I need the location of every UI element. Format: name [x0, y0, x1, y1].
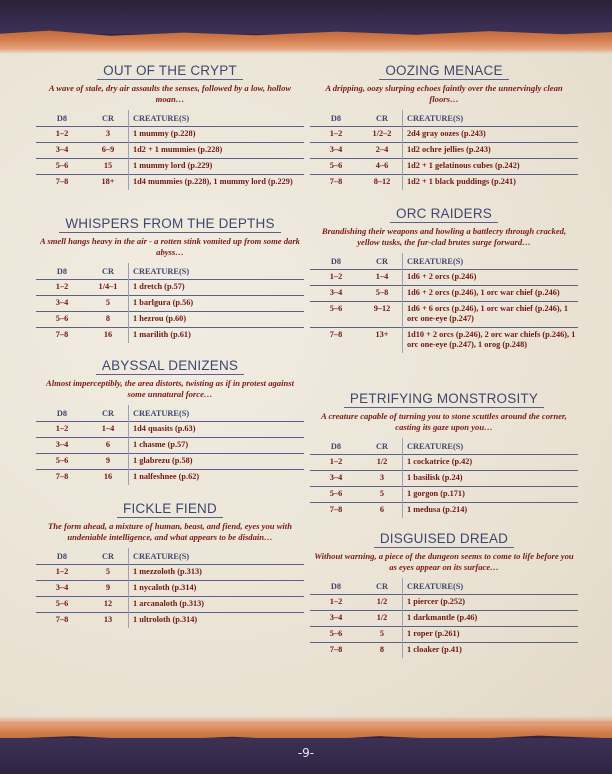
cell-cr: 9: [88, 454, 129, 470]
table-row: [36, 312, 304, 328]
cell-d8: 3–4: [310, 286, 362, 302]
table-row: [310, 159, 578, 175]
cell-creatures: 1 medusa (p.214): [403, 503, 579, 519]
cell-d8: 5–6: [310, 159, 362, 175]
table-header-row: [36, 405, 304, 422]
cell-cr: 9: [88, 581, 129, 597]
cell-d8: 5–6: [310, 487, 362, 503]
encounter-section-out-of-the-crypt: [36, 62, 304, 190]
cell-cr: 1/2: [362, 611, 403, 627]
table-row: [310, 143, 578, 159]
cell-d8: 1–2: [36, 422, 88, 438]
cell-creatures: 1 piercer (p.252): [403, 595, 579, 611]
cell-cr: 5: [88, 565, 129, 581]
cell-d8: 3–4: [36, 581, 88, 597]
table-row: [310, 455, 578, 471]
encounter-section-disguised-dread: [310, 530, 578, 658]
cell-cr: 8: [362, 643, 403, 659]
cell-cr: 8–12: [362, 175, 403, 191]
cell-creatures: 1d2 + 1 mummies (p.228): [129, 143, 305, 159]
cell-d8: 5–6: [36, 597, 88, 613]
cell-d8: 7–8: [36, 328, 88, 344]
encounter-table: [36, 110, 304, 190]
table-row: [36, 175, 304, 191]
cell-creatures: 1 mummy lord (p.229): [129, 159, 305, 175]
table-row: [310, 643, 578, 659]
header-cr: CR: [362, 253, 403, 270]
header-d8: D8: [330, 256, 342, 266]
table-row: [310, 471, 578, 487]
encounter-section-oozing-menace: [310, 62, 578, 190]
cell-cr: 16: [88, 328, 129, 344]
table-row: [36, 565, 304, 581]
flavor-text: Almost imperceptibly, the area distorts, twisting as if in protest against some unnatural force…: [46, 378, 294, 399]
encounter-table: [310, 438, 578, 518]
cell-cr: 12: [88, 597, 129, 613]
cell-cr: 16: [88, 470, 129, 486]
cell-d8: 1–2: [310, 595, 362, 611]
cell-cr: 1/2–2: [362, 127, 403, 143]
table-row: [310, 175, 578, 191]
section-title: ABYSSAL DENIZENS: [96, 358, 244, 375]
header-cr: CR: [88, 263, 129, 280]
encounter-table: [36, 405, 304, 485]
table-row: [310, 611, 578, 627]
cell-creatures: 1 glabrezu (p.58): [129, 454, 305, 470]
header-cr: CR: [362, 110, 403, 127]
table-row: [310, 487, 578, 503]
table-row: [36, 422, 304, 438]
table-row: [36, 454, 304, 470]
cell-d8: 5–6: [36, 159, 88, 175]
encounter-table: [310, 253, 578, 353]
encounter-section-orc-raiders: [310, 205, 578, 353]
cell-creatures: 1d4 mummies (p.228), 1 mummy lord (p.229): [129, 175, 305, 191]
table-header-row: [310, 110, 578, 127]
cell-d8: 5–6: [310, 302, 362, 328]
cell-d8: 1–2: [36, 280, 88, 296]
top-border-band: [0, 0, 612, 34]
cell-creatures: 1 nycaloth (p.314): [129, 581, 305, 597]
page-number: -9-: [297, 746, 315, 760]
cell-creatures: 1 ultroloth (p.314): [129, 613, 305, 629]
header-cr: CR: [362, 438, 403, 455]
cell-cr: 1/2: [362, 455, 403, 471]
table-row: [36, 159, 304, 175]
cell-cr: 1/4–1: [88, 280, 129, 296]
cell-cr: 13: [88, 613, 129, 629]
header-creatures: CREATURE(S): [407, 113, 464, 123]
cell-d8: 5–6: [36, 454, 88, 470]
table-row: [36, 470, 304, 486]
table-row: [310, 302, 578, 328]
cell-creatures: 1d2 ochre jellies (p.243): [403, 143, 579, 159]
header-cr: CR: [88, 110, 129, 127]
cell-creatures: 1 hezrou (p.60): [129, 312, 305, 328]
table-row: [36, 597, 304, 613]
header-d8: D8: [56, 551, 68, 561]
header-creatures: CREATURE(S): [133, 408, 190, 418]
section-title: OOZING MENACE: [379, 63, 508, 80]
cell-d8: 3–4: [36, 438, 88, 454]
header-creatures: CREATURE(S): [407, 581, 464, 591]
cell-creatures: 1d10 + 2 orcs (p.246), 2 orc war chiefs (p.246), 1 orc one-eye (p.247), 1 orog (p.248): [403, 328, 579, 354]
cell-cr: 15: [88, 159, 129, 175]
table-row: [36, 328, 304, 344]
header-d8: D8: [56, 113, 68, 123]
encounter-table: [310, 578, 578, 658]
header-creatures: CREATURE(S): [407, 441, 464, 451]
cell-creatures: 1 mummy (p.228): [129, 127, 305, 143]
table-row: [310, 286, 578, 302]
header-cr: CR: [88, 548, 129, 565]
header-creatures: CREATURE(S): [133, 551, 190, 561]
cell-d8: 7–8: [36, 470, 88, 486]
cell-creatures: 1d6 + 6 orcs (p.246), 1 orc war chief (p.246), 1 orc one-eye (p.247): [403, 302, 579, 328]
encounter-table: [36, 263, 304, 343]
cell-cr: 18+: [88, 175, 129, 191]
cell-d8: 7–8: [310, 175, 362, 191]
header-d8: D8: [330, 441, 342, 451]
cell-creatures: 2d4 gray oozes (p.243): [403, 127, 579, 143]
cell-cr: 3: [362, 471, 403, 487]
table-row: [36, 127, 304, 143]
encounter-section-fickle-fiend: [36, 500, 304, 628]
encounter-table: [310, 110, 578, 190]
cell-d8: 1–2: [310, 127, 362, 143]
cell-d8: 3–4: [310, 143, 362, 159]
cell-d8: 7–8: [310, 643, 362, 659]
header-creatures: CREATURE(S): [407, 256, 464, 266]
section-title: FICKLE FIEND: [117, 501, 223, 518]
cell-cr: 8: [88, 312, 129, 328]
cell-d8: 3–4: [310, 611, 362, 627]
encounter-section-petrifying-monstrosity: [310, 390, 578, 518]
header-d8: D8: [330, 581, 342, 591]
table-header-row: [310, 578, 578, 595]
cell-creatures: 1d2 + 1 black puddings (p.241): [403, 175, 579, 191]
section-title: DISGUISED DREAD: [374, 531, 514, 548]
cell-cr: 9–12: [362, 302, 403, 328]
section-title: ORC RAIDERS: [390, 206, 498, 223]
flavor-text: Brandishing their weapons and howling a battlecry through cracked, yellow tusks, the fur-clad brutes surge forward…: [321, 226, 567, 247]
table-row: [310, 328, 578, 354]
cell-d8: 7–8: [36, 175, 88, 191]
cell-creatures: 1 chasme (p.57): [129, 438, 305, 454]
table-row: [36, 613, 304, 629]
header-cr: CR: [362, 578, 403, 595]
cell-creatures: 1 arcanaloth (p.313): [129, 597, 305, 613]
table-row: [36, 280, 304, 296]
cell-creatures: 1 dretch (p.57): [129, 280, 305, 296]
cell-d8: 7–8: [36, 613, 88, 629]
table-row: [36, 143, 304, 159]
encounter-table: [36, 548, 304, 628]
header-creatures: CREATURE(S): [133, 113, 190, 123]
cell-cr: 13+: [362, 328, 403, 354]
flavor-text: A wave of stale, dry air assaults the senses, followed by a low, hollow moan…: [48, 83, 292, 104]
cell-creatures: 1 darkmantle (p.46): [403, 611, 579, 627]
cell-d8: 5–6: [36, 312, 88, 328]
cell-d8: 7–8: [310, 328, 362, 354]
table-header-row: [36, 263, 304, 280]
table-header-row: [310, 438, 578, 455]
table-row: [36, 296, 304, 312]
cell-d8: 1–2: [310, 455, 362, 471]
header-cr: CR: [88, 405, 129, 422]
table-row: [310, 270, 578, 286]
cell-cr: 3: [88, 127, 129, 143]
table-header-row: [36, 110, 304, 127]
cell-d8: 3–4: [36, 143, 88, 159]
table-header-row: [36, 548, 304, 565]
table-row: [310, 127, 578, 143]
cell-d8: 1–2: [310, 270, 362, 286]
cell-creatures: 1 roper (p.261): [403, 627, 579, 643]
cell-cr: 6: [362, 503, 403, 519]
cell-d8: 1–2: [36, 127, 88, 143]
encounter-section-abyssal-denizens: [36, 357, 304, 485]
cell-cr: 1–4: [88, 422, 129, 438]
cell-creatures: 1 marilith (p.61): [129, 328, 305, 344]
cell-creatures: 1d6 + 2 orcs (p.246): [403, 270, 579, 286]
cell-cr: 5–8: [362, 286, 403, 302]
cell-creatures: 1 mezzoloth (p.313): [129, 565, 305, 581]
header-d8: D8: [56, 266, 68, 276]
flavor-text: A creature capable of turning you to stone scuttles around the corner, casting its gaze upon you…: [321, 411, 567, 432]
cell-creatures: 1 gorgon (p.171): [403, 487, 579, 503]
table-row: [310, 627, 578, 643]
encounter-section-whispers-from-the-depths: [36, 215, 304, 343]
flavor-text: A smell hangs heavy in the air - a rotten stink vomited up from some dark abyss…: [40, 236, 300, 257]
cell-creatures: 1 nalfeshnee (p.62): [129, 470, 305, 486]
flavor-text: The form ahead, a mixture of human, beast, and fiend, eyes you with undeniable intelligence, and what appears to be disdain…: [48, 521, 292, 542]
cell-creatures: 1 cloaker (p.41): [403, 643, 579, 659]
flavor-text: Without warning, a piece of the dungeon seems to come to life before you as eyes appear on its surface…: [314, 551, 574, 572]
table-row: [310, 595, 578, 611]
cell-creatures: 1d4 quasits (p.63): [129, 422, 305, 438]
header-creatures: CREATURE(S): [133, 266, 190, 276]
header-d8: D8: [56, 408, 68, 418]
section-title: OUT OF THE CRYPT: [97, 63, 243, 80]
cell-creatures: 1 basilisk (p.24): [403, 471, 579, 487]
cell-cr: 4–6: [362, 159, 403, 175]
cell-d8: 3–4: [310, 471, 362, 487]
cell-cr: 1/2: [362, 595, 403, 611]
cell-d8: 7–8: [310, 503, 362, 519]
cell-d8: 3–4: [36, 296, 88, 312]
cell-cr: 5: [362, 627, 403, 643]
cell-cr: 5: [362, 487, 403, 503]
cell-d8: 1–2: [36, 565, 88, 581]
cell-cr: 6: [88, 438, 129, 454]
table-row: [36, 581, 304, 597]
cell-creatures: 1 barlgura (p.56): [129, 296, 305, 312]
header-d8: D8: [330, 113, 342, 123]
cell-cr: 6–9: [88, 143, 129, 159]
section-title: WHISPERS FROM THE DEPTHS: [59, 216, 280, 233]
flavor-text: A dripping, oozy slurping echoes faintly over the unnervingly clean floors…: [325, 83, 563, 104]
table-header-row: [310, 253, 578, 270]
cell-creatures: 1 cockatrice (p.42): [403, 455, 579, 471]
cell-cr: 2–4: [362, 143, 403, 159]
cell-cr: 1–4: [362, 270, 403, 286]
cell-cr: 5: [88, 296, 129, 312]
table-row: [310, 503, 578, 519]
cell-d8: 5–6: [310, 627, 362, 643]
cell-creatures: 1d6 + 2 orcs (p.246), 1 orc war chief (p.246): [403, 286, 579, 302]
section-title: PETRIFYING MONSTROSITY: [344, 391, 544, 408]
table-row: [36, 438, 304, 454]
cell-creatures: 1d2 + 1 gelatinous cubes (p.242): [403, 159, 579, 175]
